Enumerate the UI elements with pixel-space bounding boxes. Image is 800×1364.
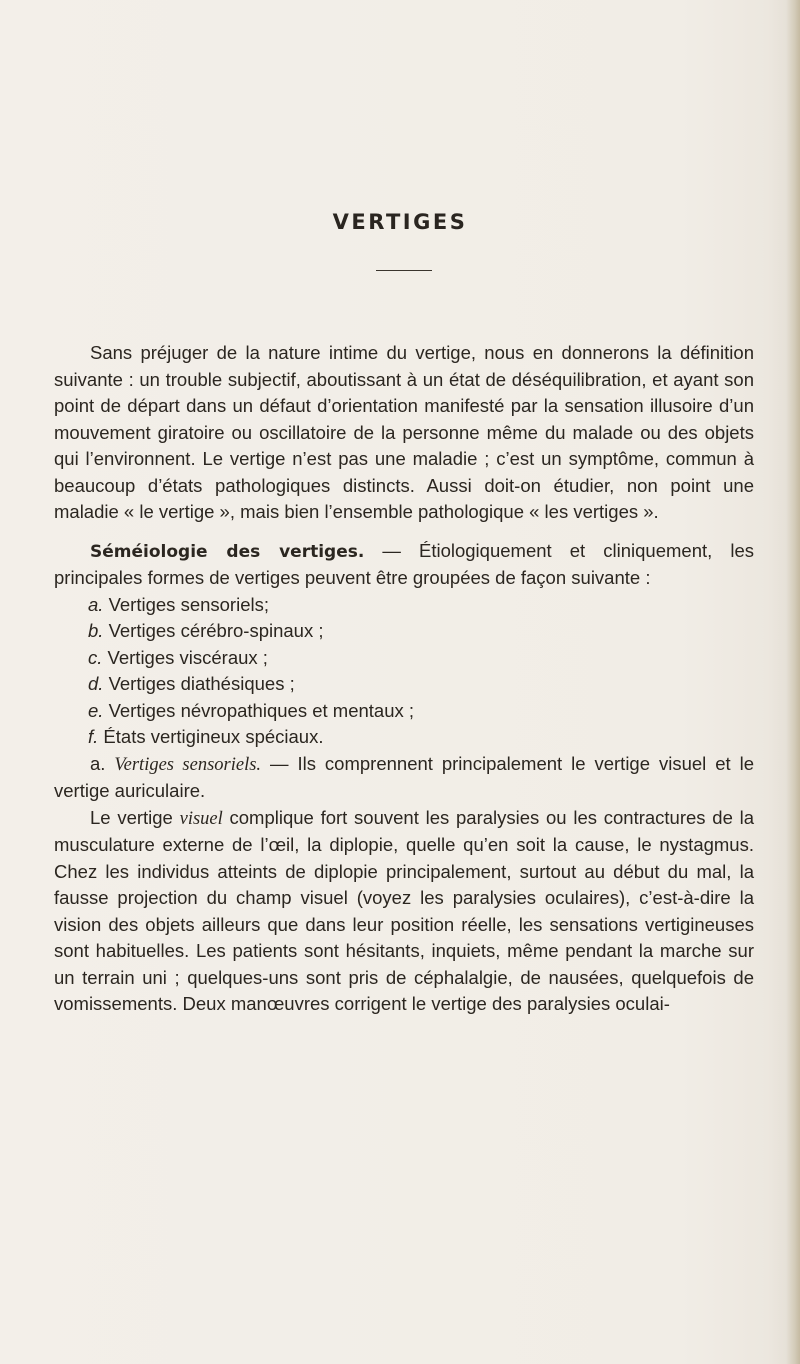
list-text: Vertiges viscéraux ; — [102, 646, 268, 668]
title-rule — [376, 270, 432, 271]
paragraph-lead: Le vertige — [90, 806, 180, 828]
list-item — [54, 592, 754, 619]
page-edge-shadow — [786, 0, 800, 1364]
paragraph-body: complique fort souvent les paralysies ou les contractures de la musculature externe de l’œil, la diplopie, quelle qu’en soit la cause, le nystagmus. Chez les individus atteints de diplopie principalement, surtout au début du mal, la fausse projection du champ visuel (voyez les paralysies oculaires), c’est-à-dire la vision des objets ailleurs que dans leur position réelle, les sensations vertigineuses sont habituelles. Les patients sont hésitants, inquiets, même pendant la marche sur un terrain uni ; quelques-uns sont pris de céphalalgie, de nausées, quelquefois de vomissements. Deux manœuvres corrigent le vertige des paralysies oculai- — [54, 806, 755, 1014]
list-text: Vertiges névropathiques et mentaux ; — [103, 699, 415, 721]
list-item — [54, 671, 754, 698]
list-letter: c. — [88, 646, 103, 668]
list-text: États vertigineux spéciaux. — [98, 726, 324, 747]
list-item — [54, 724, 754, 751]
list-text: Vertiges sensoriels; — [103, 593, 269, 615]
list-letter: e. — [88, 699, 104, 721]
subsection-title: Vertiges sensoriels. — [114, 754, 262, 775]
list-item — [54, 698, 754, 725]
forms-list — [54, 592, 754, 751]
visual-vertigo-paragraph — [54, 805, 754, 1018]
section-heading: Séméiologie des vertiges. — [90, 541, 365, 562]
section-paragraph — [54, 538, 754, 592]
subsection-label: a. — [90, 752, 115, 774]
list-letter: b. — [88, 620, 104, 641]
emphasis-word: visuel — [179, 808, 223, 829]
list-text: Vertiges diathésiques ; — [103, 673, 295, 694]
subsection-text: — Ils comprennent principalement le vertige visuel et le vertige auriculaire. — [54, 752, 754, 801]
intro-paragraph: Sans préjuger de la nature intime du vertige, nous en donnerons la définition suivante : un trouble subjectif, aboutissant à un état de déséquilibration, et ayant son point de départ dans un défaut d’orientation manifesté par la sensation illusoire d’un mouvement giratoire ou oscillatoire de la personne même du malade ou des objets qui l’environnent. Le vertige n’est pas une maladie ; c’est un symptôme, commun à beaucoup d’états pathologiques distincts. Aussi doit-on étudier, non point une maladie « le vertige », mais bien l’ensemble pathologique « les vertiges ». — [54, 342, 754, 522]
list-letter: f. — [88, 726, 99, 747]
chapter-title: VERTIGES — [332, 210, 468, 234]
list-item — [54, 618, 754, 645]
list-item — [54, 645, 754, 672]
list-letter: a. — [88, 593, 104, 615]
section-text: — Étiologiquement et cliniquement, les principales formes de vertiges peuvent être groupées de façon suivante : — [54, 539, 755, 588]
list-text: Vertiges cérébro-spinaux ; — [103, 620, 324, 641]
body-text — [54, 340, 754, 1018]
list-letter: d. — [88, 673, 104, 694]
subsection-paragraph — [54, 751, 754, 805]
